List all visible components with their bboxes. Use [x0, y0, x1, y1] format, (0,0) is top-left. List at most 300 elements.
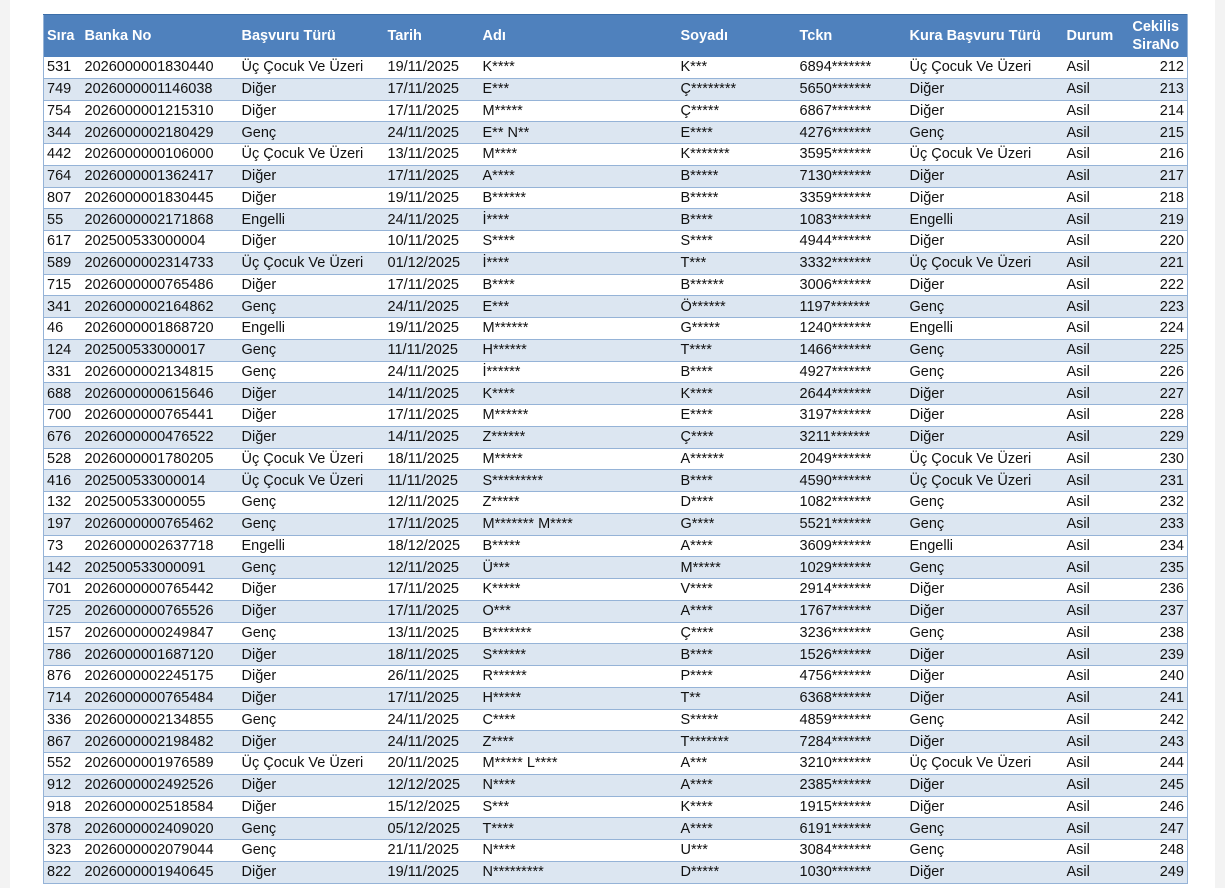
cell-soyadi: D***** — [678, 861, 797, 883]
cell-tckn: 3332******* — [797, 252, 907, 274]
cell-banka-no: 2026000002171868 — [82, 209, 239, 231]
cell-banka-no: 2026000000765484 — [82, 687, 239, 709]
cell-tarih: 14/11/2025 — [385, 426, 480, 448]
column-header-cekilis-sirano: Cekilis SiraNo — [1125, 15, 1188, 57]
column-header-banka-no: Banka No — [82, 15, 239, 57]
cell-cekilis-sirano: 239 — [1125, 644, 1188, 666]
table-row — [44, 122, 1188, 144]
cell-cekilis-sirano: 216 — [1125, 144, 1188, 166]
cell-sira: 528 — [44, 448, 82, 470]
cell-adi: O*** — [480, 600, 678, 622]
cell-tckn: 1915******* — [797, 796, 907, 818]
cell-basvuru-turu: Diğer — [239, 687, 385, 709]
cell-basvuru-turu: Diğer — [239, 187, 385, 209]
cell-durum: Asil — [1064, 622, 1125, 644]
cell-durum: Asil — [1064, 122, 1125, 144]
cell-cekilis-sirano: 238 — [1125, 622, 1188, 644]
cell-durum: Asil — [1064, 535, 1125, 557]
cell-basvuru-turu: Üç Çocuk Ve Üzeri — [239, 753, 385, 775]
table-row — [44, 383, 1188, 405]
cell-sira: 331 — [44, 361, 82, 383]
cell-soyadi: E**** — [678, 122, 797, 144]
cell-kura-basvuru-turu: Diğer — [907, 383, 1064, 405]
cell-kura-basvuru-turu: Diğer — [907, 774, 1064, 796]
table-row — [44, 165, 1188, 187]
cell-tarih: 24/11/2025 — [385, 296, 480, 318]
cell-soyadi: K**** — [678, 796, 797, 818]
cell-kura-basvuru-turu: Üç Çocuk Ve Üzeri — [907, 252, 1064, 274]
cell-tarih: 17/11/2025 — [385, 405, 480, 427]
cell-sira: 688 — [44, 383, 82, 405]
cell-durum: Asil — [1064, 339, 1125, 361]
cell-cekilis-sirano: 222 — [1125, 274, 1188, 296]
cell-durum: Asil — [1064, 209, 1125, 231]
cell-tckn: 4859******* — [797, 709, 907, 731]
cell-tckn: 1029******* — [797, 557, 907, 579]
cell-adi: R****** — [480, 666, 678, 688]
cell-tckn: 5521******* — [797, 513, 907, 535]
cell-tckn: 4944******* — [797, 231, 907, 253]
cell-sira: 124 — [44, 339, 82, 361]
table-row — [44, 840, 1188, 862]
table-row — [44, 361, 1188, 383]
cell-tckn: 2644******* — [797, 383, 907, 405]
cell-tarih: 13/11/2025 — [385, 622, 480, 644]
cell-basvuru-turu: Diğer — [239, 600, 385, 622]
table-row — [44, 644, 1188, 666]
cell-tarih: 12/12/2025 — [385, 774, 480, 796]
cell-tarih: 15/12/2025 — [385, 796, 480, 818]
cell-soyadi: B***** — [678, 165, 797, 187]
cell-durum: Asil — [1064, 296, 1125, 318]
column-header-durum: Durum — [1064, 15, 1125, 57]
cell-basvuru-turu: Diğer — [239, 274, 385, 296]
cell-tarih: 21/11/2025 — [385, 840, 480, 862]
cell-adi: C**** — [480, 709, 678, 731]
table-row — [44, 274, 1188, 296]
cell-basvuru-turu: Genç — [239, 557, 385, 579]
cell-adi: İ****** — [480, 361, 678, 383]
cell-adi: E** N** — [480, 122, 678, 144]
table-row — [44, 731, 1188, 753]
cell-basvuru-turu: Genç — [239, 709, 385, 731]
cell-soyadi: T** — [678, 687, 797, 709]
cell-cekilis-sirano: 214 — [1125, 100, 1188, 122]
cell-tarih: 10/11/2025 — [385, 231, 480, 253]
cell-durum: Asil — [1064, 405, 1125, 427]
cell-cekilis-sirano: 249 — [1125, 861, 1188, 883]
cell-sira: 46 — [44, 318, 82, 340]
cell-sira: 157 — [44, 622, 82, 644]
cell-durum: Asil — [1064, 840, 1125, 862]
table-row — [44, 187, 1188, 209]
cell-basvuru-turu: Diğer — [239, 666, 385, 688]
cell-banka-no: 2026000001940645 — [82, 861, 239, 883]
cell-sira: 442 — [44, 144, 82, 166]
draw-results-table — [43, 14, 1188, 884]
cell-adi: T**** — [480, 818, 678, 840]
cell-sira: 676 — [44, 426, 82, 448]
cell-sira: 378 — [44, 818, 82, 840]
table-row — [44, 861, 1188, 883]
cell-durum: Asil — [1064, 709, 1125, 731]
cell-soyadi: A*** — [678, 753, 797, 775]
cell-durum: Asil — [1064, 187, 1125, 209]
cell-tckn: 1083******* — [797, 209, 907, 231]
cell-tckn: 7284******* — [797, 731, 907, 753]
cell-adi: M****** — [480, 318, 678, 340]
table-row — [44, 796, 1188, 818]
table-row — [44, 666, 1188, 688]
cell-basvuru-turu: Diğer — [239, 774, 385, 796]
cell-cekilis-sirano: 217 — [1125, 165, 1188, 187]
table-row — [44, 57, 1188, 79]
cell-tckn: 3609******* — [797, 535, 907, 557]
column-header-soyadi: Soyadı — [678, 15, 797, 57]
cell-cekilis-sirano: 231 — [1125, 470, 1188, 492]
cell-kura-basvuru-turu: Diğer — [907, 796, 1064, 818]
cell-basvuru-turu: Üç Çocuk Ve Üzeri — [239, 448, 385, 470]
cell-durum: Asil — [1064, 579, 1125, 601]
table-row — [44, 231, 1188, 253]
cell-soyadi: A**** — [678, 774, 797, 796]
cell-banka-no: 202500533000091 — [82, 557, 239, 579]
cell-sira: 589 — [44, 252, 82, 274]
cell-tckn: 4756******* — [797, 666, 907, 688]
cell-cekilis-sirano: 246 — [1125, 796, 1188, 818]
cell-banka-no: 2026000001362417 — [82, 165, 239, 187]
cell-tckn: 2914******* — [797, 579, 907, 601]
cell-cekilis-sirano: 212 — [1125, 57, 1188, 79]
cell-banka-no: 2026000001976589 — [82, 753, 239, 775]
cell-tckn: 3211******* — [797, 426, 907, 448]
cell-banka-no: 2026000001146038 — [82, 78, 239, 100]
cell-adi: İ**** — [480, 209, 678, 231]
cell-basvuru-turu: Engelli — [239, 535, 385, 557]
cell-kura-basvuru-turu: Diğer — [907, 187, 1064, 209]
cell-adi: N**** — [480, 840, 678, 862]
cell-tarih: 18/11/2025 — [385, 644, 480, 666]
cell-cekilis-sirano: 228 — [1125, 405, 1188, 427]
cell-durum: Asil — [1064, 361, 1125, 383]
cell-basvuru-turu: Diğer — [239, 731, 385, 753]
cell-tckn: 3006******* — [797, 274, 907, 296]
cell-cekilis-sirano: 240 — [1125, 666, 1188, 688]
cell-sira: 725 — [44, 600, 82, 622]
cell-adi: S**** — [480, 231, 678, 253]
cell-tarih: 05/12/2025 — [385, 818, 480, 840]
cell-tckn: 4927******* — [797, 361, 907, 383]
cell-tckn: 1030******* — [797, 861, 907, 883]
cell-cekilis-sirano: 244 — [1125, 753, 1188, 775]
cell-tarih: 11/11/2025 — [385, 470, 480, 492]
cell-soyadi: B**** — [678, 209, 797, 231]
cell-kura-basvuru-turu: Diğer — [907, 861, 1064, 883]
cell-tckn: 3236******* — [797, 622, 907, 644]
cell-kura-basvuru-turu: Diğer — [907, 644, 1064, 666]
cell-kura-basvuru-turu: Genç — [907, 818, 1064, 840]
cell-tarih: 20/11/2025 — [385, 753, 480, 775]
cell-durum: Asil — [1064, 861, 1125, 883]
cell-tarih: 12/11/2025 — [385, 492, 480, 514]
cell-tarih: 19/11/2025 — [385, 861, 480, 883]
cell-soyadi: K*** — [678, 57, 797, 79]
cell-tckn: 5650******* — [797, 78, 907, 100]
table-row — [44, 144, 1188, 166]
cell-adi: M***** — [480, 100, 678, 122]
cell-cekilis-sirano: 245 — [1125, 774, 1188, 796]
cell-cekilis-sirano: 221 — [1125, 252, 1188, 274]
cell-tarih: 18/12/2025 — [385, 535, 480, 557]
cell-basvuru-turu: Engelli — [239, 209, 385, 231]
cell-kura-basvuru-turu: Diğer — [907, 426, 1064, 448]
cell-sira: 132 — [44, 492, 82, 514]
cell-sira: 918 — [44, 796, 82, 818]
cell-adi: Z****** — [480, 426, 678, 448]
cell-cekilis-sirano: 247 — [1125, 818, 1188, 840]
cell-adi: Z***** — [480, 492, 678, 514]
cell-tckn: 4276******* — [797, 122, 907, 144]
table-row — [44, 78, 1188, 100]
cell-soyadi: B**** — [678, 470, 797, 492]
cell-tarih: 24/11/2025 — [385, 361, 480, 383]
cell-durum: Asil — [1064, 600, 1125, 622]
cell-tckn: 1197******* — [797, 296, 907, 318]
cell-adi: H****** — [480, 339, 678, 361]
cell-sira: 912 — [44, 774, 82, 796]
table-row — [44, 339, 1188, 361]
cell-banka-no: 2026000001780205 — [82, 448, 239, 470]
cell-kura-basvuru-turu: Genç — [907, 296, 1064, 318]
cell-kura-basvuru-turu: Engelli — [907, 318, 1064, 340]
cell-tckn: 1767******* — [797, 600, 907, 622]
cell-cekilis-sirano: 215 — [1125, 122, 1188, 144]
cell-soyadi: A**** — [678, 535, 797, 557]
cell-soyadi: A**** — [678, 818, 797, 840]
cell-banka-no: 2026000002409020 — [82, 818, 239, 840]
cell-durum: Asil — [1064, 796, 1125, 818]
cell-tarih: 19/11/2025 — [385, 318, 480, 340]
cell-kura-basvuru-turu: Diğer — [907, 687, 1064, 709]
cell-tckn: 1466******* — [797, 339, 907, 361]
cell-soyadi: G**** — [678, 513, 797, 535]
table-row — [44, 535, 1188, 557]
cell-tckn: 2049******* — [797, 448, 907, 470]
cell-basvuru-turu: Üç Çocuk Ve Üzeri — [239, 57, 385, 79]
cell-tarih: 17/11/2025 — [385, 513, 480, 535]
cell-sira: 754 — [44, 100, 82, 122]
cell-tarih: 24/11/2025 — [385, 122, 480, 144]
table-row — [44, 209, 1188, 231]
cell-banka-no: 2026000002134815 — [82, 361, 239, 383]
cell-kura-basvuru-turu: Üç Çocuk Ve Üzeri — [907, 470, 1064, 492]
cell-sira: 867 — [44, 731, 82, 753]
cell-tarih: 24/11/2025 — [385, 731, 480, 753]
cell-basvuru-turu: Diğer — [239, 78, 385, 100]
cell-kura-basvuru-turu: Genç — [907, 709, 1064, 731]
cell-cekilis-sirano: 218 — [1125, 187, 1188, 209]
cell-basvuru-turu: Diğer — [239, 796, 385, 818]
cell-adi: M***** — [480, 448, 678, 470]
cell-banka-no: 202500533000004 — [82, 231, 239, 253]
table-row — [44, 557, 1188, 579]
cell-adi: M******* M**** — [480, 513, 678, 535]
cell-adi: S*** — [480, 796, 678, 818]
cell-cekilis-sirano: 227 — [1125, 383, 1188, 405]
cell-soyadi: E**** — [678, 405, 797, 427]
cell-cekilis-sirano: 225 — [1125, 339, 1188, 361]
cell-kura-basvuru-turu: Genç — [907, 513, 1064, 535]
cell-cekilis-sirano: 232 — [1125, 492, 1188, 514]
cell-soyadi: Ç**** — [678, 426, 797, 448]
cell-adi: A**** — [480, 165, 678, 187]
cell-durum: Asil — [1064, 666, 1125, 688]
cell-cekilis-sirano: 237 — [1125, 600, 1188, 622]
cell-tckn: 3197******* — [797, 405, 907, 427]
cell-kura-basvuru-turu: Genç — [907, 622, 1064, 644]
cell-banka-no: 2026000001687120 — [82, 644, 239, 666]
table-row — [44, 426, 1188, 448]
cell-kura-basvuru-turu: Diğer — [907, 100, 1064, 122]
cell-cekilis-sirano: 234 — [1125, 535, 1188, 557]
cell-adi: H***** — [480, 687, 678, 709]
cell-sira: 142 — [44, 557, 82, 579]
cell-kura-basvuru-turu: Üç Çocuk Ve Üzeri — [907, 144, 1064, 166]
cell-sira: 822 — [44, 861, 82, 883]
cell-sira: 344 — [44, 122, 82, 144]
cell-banka-no: 2026000001830440 — [82, 57, 239, 79]
cell-durum: Asil — [1064, 274, 1125, 296]
cell-tarih: 24/11/2025 — [385, 709, 480, 731]
cell-basvuru-turu: Üç Çocuk Ve Üzeri — [239, 144, 385, 166]
cell-banka-no: 2026000000476522 — [82, 426, 239, 448]
column-header-basvuru-turu: Başvuru Türü — [239, 15, 385, 57]
table-row — [44, 492, 1188, 514]
cell-kura-basvuru-turu: Üç Çocuk Ve Üzeri — [907, 753, 1064, 775]
cell-basvuru-turu: Diğer — [239, 100, 385, 122]
cell-durum: Asil — [1064, 426, 1125, 448]
table-row — [44, 600, 1188, 622]
cell-adi: Z**** — [480, 731, 678, 753]
cell-adi: M**** — [480, 144, 678, 166]
cell-tarih: 13/11/2025 — [385, 144, 480, 166]
cell-basvuru-turu: Diğer — [239, 383, 385, 405]
cell-banka-no: 2026000000106000 — [82, 144, 239, 166]
cell-banka-no: 2026000002637718 — [82, 535, 239, 557]
cell-soyadi: D**** — [678, 492, 797, 514]
cell-soyadi: Ç******** — [678, 78, 797, 100]
cell-tckn: 3359******* — [797, 187, 907, 209]
table-row — [44, 579, 1188, 601]
cell-basvuru-turu: Diğer — [239, 644, 385, 666]
cell-sira: 552 — [44, 753, 82, 775]
cell-sira: 617 — [44, 231, 82, 253]
cell-soyadi: K******* — [678, 144, 797, 166]
cell-banka-no: 2026000000765441 — [82, 405, 239, 427]
cell-tarih: 01/12/2025 — [385, 252, 480, 274]
cell-kura-basvuru-turu: Diğer — [907, 274, 1064, 296]
cell-cekilis-sirano: 236 — [1125, 579, 1188, 601]
table-row — [44, 513, 1188, 535]
cell-banka-no: 2026000002245175 — [82, 666, 239, 688]
cell-banka-no: 2026000002492526 — [82, 774, 239, 796]
cell-banka-no: 2026000002518584 — [82, 796, 239, 818]
table-row — [44, 687, 1188, 709]
cell-tarih: 26/11/2025 — [385, 666, 480, 688]
table-row — [44, 318, 1188, 340]
cell-kura-basvuru-turu: Genç — [907, 557, 1064, 579]
cell-tarih: 17/11/2025 — [385, 165, 480, 187]
cell-adi: S********* — [480, 470, 678, 492]
cell-adi: E*** — [480, 296, 678, 318]
cell-banka-no: 2026000002314733 — [82, 252, 239, 274]
cell-durum: Asil — [1064, 78, 1125, 100]
cell-kura-basvuru-turu: Genç — [907, 339, 1064, 361]
cell-banka-no: 2026000000249847 — [82, 622, 239, 644]
cell-tckn: 1082******* — [797, 492, 907, 514]
table-body — [44, 57, 1188, 884]
column-header-adi: Adı — [480, 15, 678, 57]
cell-banka-no: 2026000001868720 — [82, 318, 239, 340]
table-row — [44, 448, 1188, 470]
cell-basvuru-turu: Genç — [239, 840, 385, 862]
column-header-tarih: Tarih — [385, 15, 480, 57]
cell-kura-basvuru-turu: Üç Çocuk Ve Üzeri — [907, 57, 1064, 79]
cell-durum: Asil — [1064, 687, 1125, 709]
cell-basvuru-turu: Engelli — [239, 318, 385, 340]
cell-kura-basvuru-turu: Genç — [907, 840, 1064, 862]
cell-cekilis-sirano: 223 — [1125, 296, 1188, 318]
cell-sira: 700 — [44, 405, 82, 427]
cell-sira: 701 — [44, 579, 82, 601]
cell-soyadi: Ç**** — [678, 622, 797, 644]
cell-durum: Asil — [1064, 231, 1125, 253]
cell-tarih: 17/11/2025 — [385, 579, 480, 601]
cell-durum: Asil — [1064, 318, 1125, 340]
cell-adi: K**** — [480, 57, 678, 79]
cell-basvuru-turu: Genç — [239, 622, 385, 644]
cell-adi: M****** — [480, 405, 678, 427]
cell-banka-no: 2026000002164862 — [82, 296, 239, 318]
cell-adi: K***** — [480, 579, 678, 601]
column-header-sira: Sıra — [44, 15, 82, 57]
cell-sira: 764 — [44, 165, 82, 187]
cell-soyadi: B****** — [678, 274, 797, 296]
cell-banka-no: 2026000002134855 — [82, 709, 239, 731]
table-row — [44, 405, 1188, 427]
cell-kura-basvuru-turu: Genç — [907, 122, 1064, 144]
cell-sira: 416 — [44, 470, 82, 492]
cell-basvuru-turu: Genç — [239, 122, 385, 144]
cell-kura-basvuru-turu: Diğer — [907, 78, 1064, 100]
cell-tckn: 6894******* — [797, 57, 907, 79]
cell-adi: B***** — [480, 535, 678, 557]
table-row — [44, 470, 1188, 492]
cell-banka-no: 202500533000055 — [82, 492, 239, 514]
cell-basvuru-turu: Genç — [239, 339, 385, 361]
cell-tckn: 2385******* — [797, 774, 907, 796]
cell-tckn: 7130******* — [797, 165, 907, 187]
cell-sira: 715 — [44, 274, 82, 296]
cell-tarih: 24/11/2025 — [385, 209, 480, 231]
cell-cekilis-sirano: 241 — [1125, 687, 1188, 709]
cell-soyadi: B**** — [678, 361, 797, 383]
cell-tckn: 3210******* — [797, 753, 907, 775]
cell-adi: E*** — [480, 78, 678, 100]
cell-tckn: 1526******* — [797, 644, 907, 666]
table-row — [44, 774, 1188, 796]
cell-kura-basvuru-turu: Diğer — [907, 165, 1064, 187]
